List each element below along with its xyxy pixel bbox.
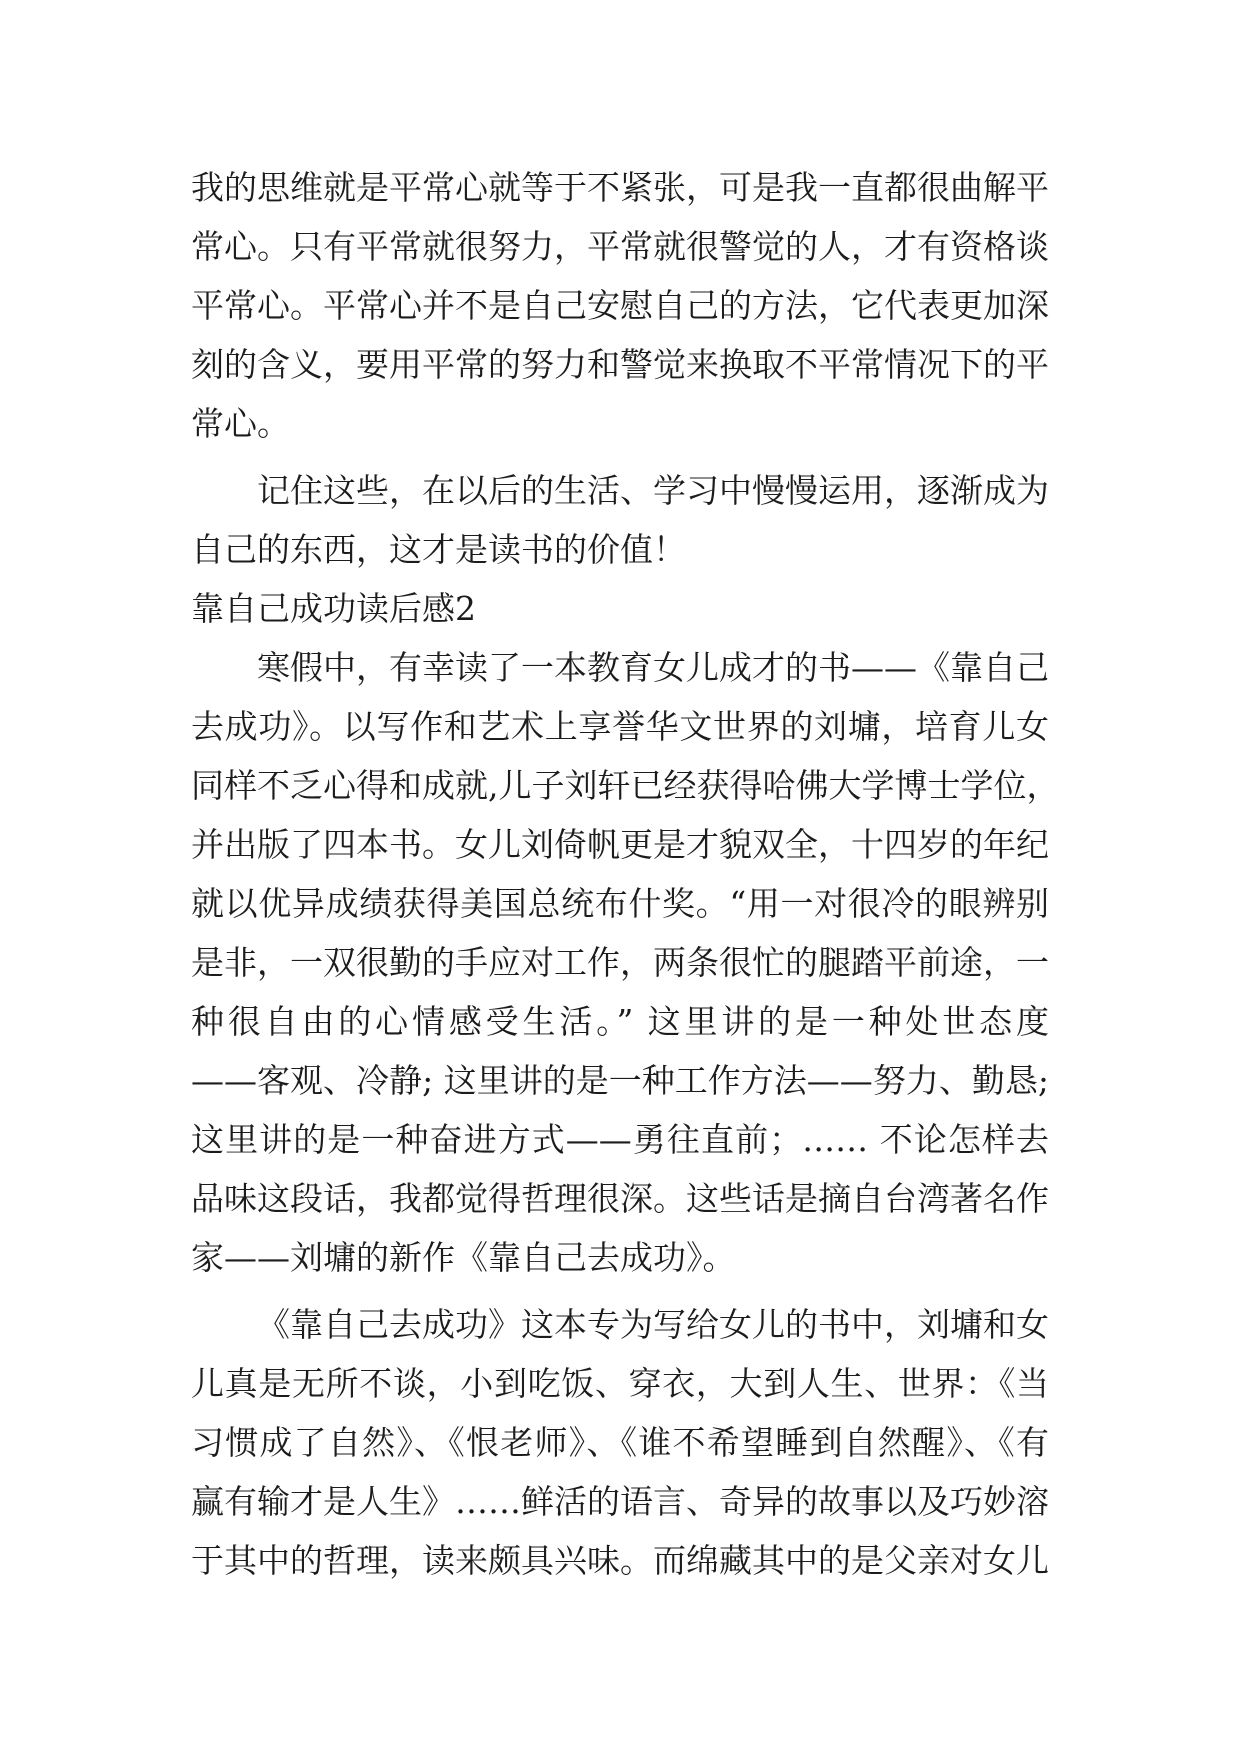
text-line: 我的思维就是平常心就等于不紧张，可是我一直都很曲解平: [191, 168, 1049, 207]
text-line: 种很自由的心情感受生活。” 这里讲的是一种处世态度: [191, 1002, 1049, 1041]
text-line: 常心。只有平常就很努力，平常就很警觉的人，才有资格谈: [191, 227, 1049, 266]
text-line: 常心。: [191, 404, 290, 443]
text-line: 同样不乏心得和成就,儿子刘轩已经获得哈佛大学博士学位，: [191, 766, 1060, 805]
text-line: 儿真是无所不谈，小到吃饭、穿衣，大到人生、世界：《当: [191, 1364, 1049, 1403]
text-line: 并出版了四本书。女儿刘倚帆更是才貌双全，十四岁的年纪: [191, 825, 1049, 864]
text-line: 平常心。平常心并不是自己安慰自己的方法，它代表更加深: [191, 286, 1049, 325]
text-line: 赢有输才是人生》……鲜活的语言、奇异的故事以及巧妙溶: [191, 1482, 1049, 1521]
text-line: 记住这些，在以后的生活、学习中慢慢运用，逐渐成为: [257, 471, 1049, 510]
text-line: 刻的含义，要用平常的努力和警觉来换取不平常情况下的平: [191, 345, 1049, 384]
paragraph-1: [191, 158, 1049, 453]
text-line: 寒假中，有幸读了一本教育女儿成才的书——《靠自己: [257, 648, 1049, 687]
text-line: 这里讲的是一种奋进方式——勇往直前；…… 不论怎样去: [191, 1120, 1049, 1159]
text-line: 去成功》。以写作和艺术上享誉华文世界的刘墉，培育儿女: [191, 707, 1049, 746]
document-body: [191, 158, 1060, 1590]
text-line: 《靠自己去成功》这本专为写给女儿的书中，刘墉和女: [257, 1305, 1049, 1344]
paragraph-4: [191, 1295, 1049, 1590]
section-heading: 靠自己成功读后感2: [191, 589, 476, 628]
text-line: 于其中的哲理，读来颇具兴味。而绵藏其中的是父亲对女儿: [191, 1541, 1049, 1580]
text-line: ——客观、冷静; 这里讲的是一种工作方法——努力、勤恳;: [191, 1061, 1049, 1100]
text-line: 家——刘墉的新作《靠自己去成功》。: [191, 1238, 736, 1277]
text-line: 自己的东西，这才是读书的价值！: [191, 530, 686, 569]
text-line: 是非，一双很勤的手应对工作，两条很忙的腿踏平前途，一: [191, 943, 1049, 982]
paragraph-3: [191, 638, 1060, 1287]
paragraph-2: [191, 461, 1049, 579]
text-line: 品味这段话，我都觉得哲理很深。这些话是摘自台湾著名作: [191, 1179, 1049, 1218]
text-line: 习惯成了自然》、《恨老师》、《谁不希望睡到自然醒》、《有: [191, 1423, 1049, 1462]
text-line: 就以优异成绩获得美国总统布什奖。“用一对很冷的眼辨别: [191, 884, 1049, 923]
